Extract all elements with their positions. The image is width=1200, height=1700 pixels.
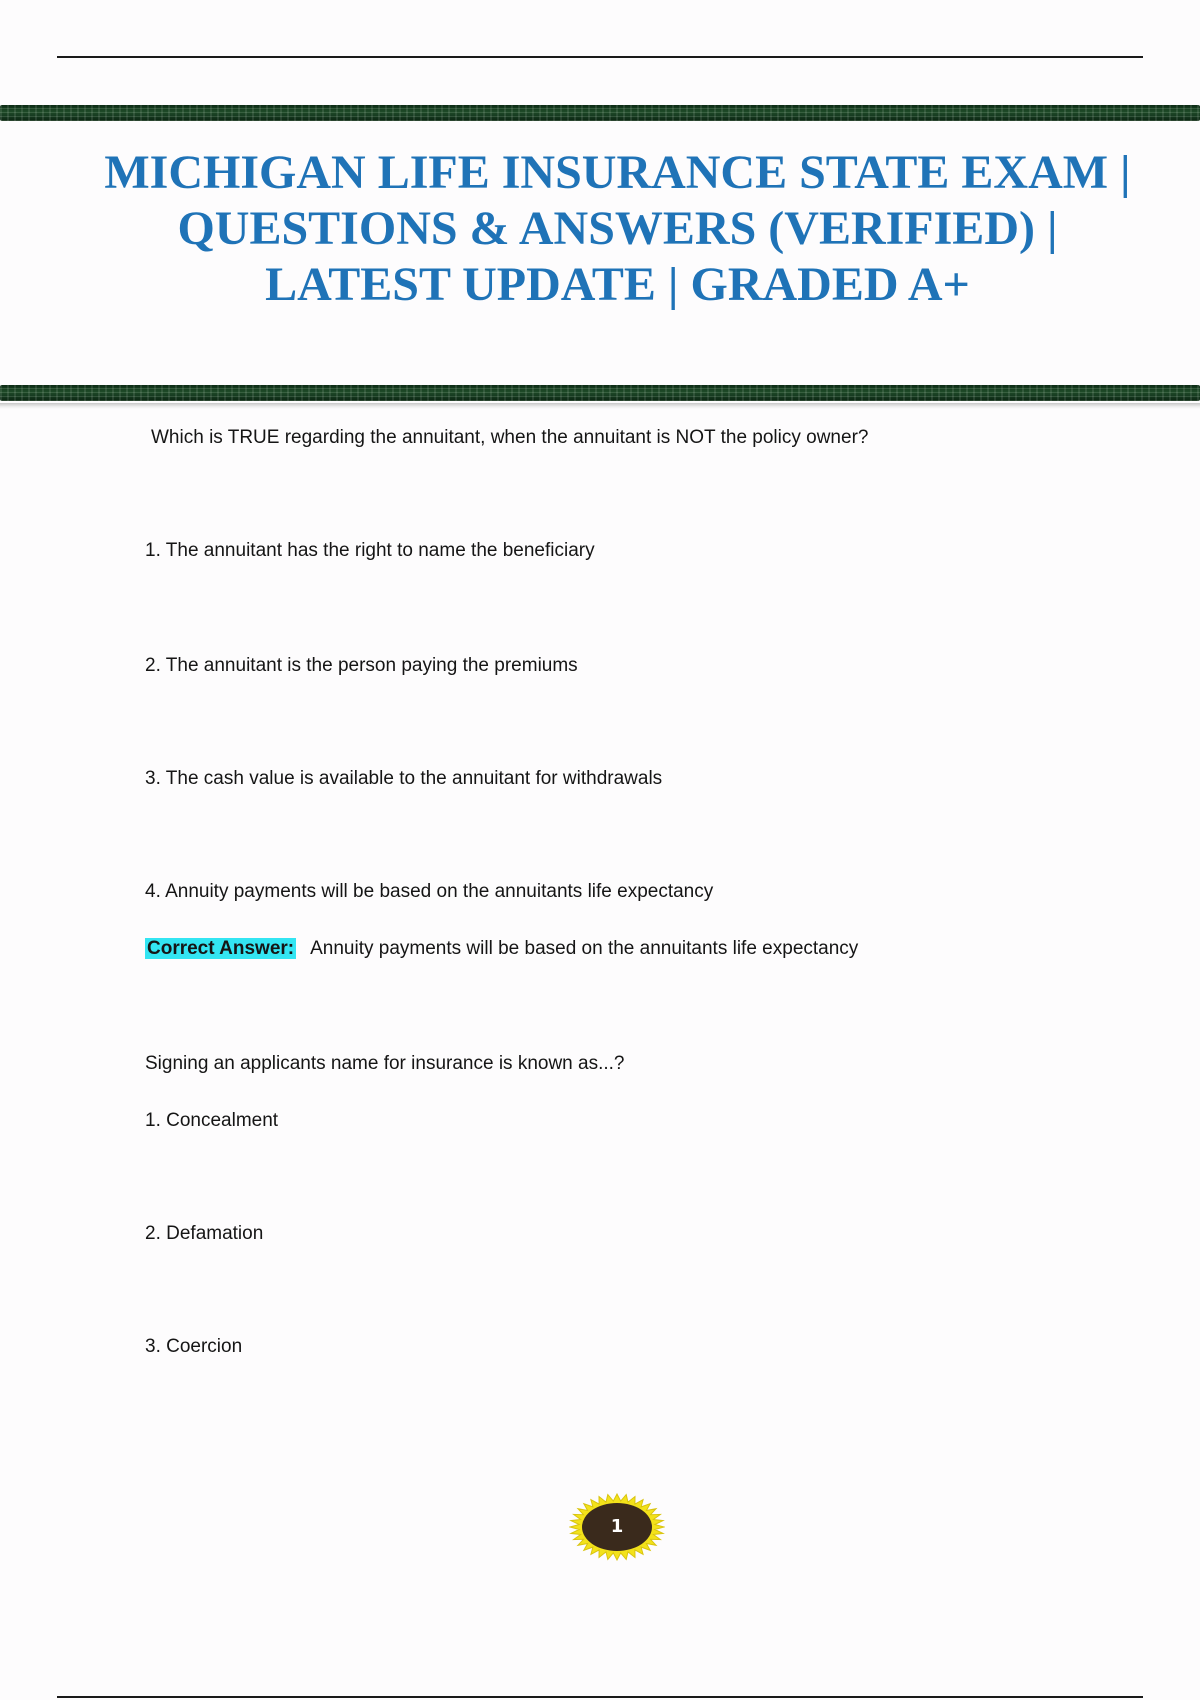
document-title: MICHIGAN LIFE INSURANCE STATE EXAM | QUESTIONS & ANSWERS (VERIFIED) | LATEST UPDATE | GRADED A+ (104, 146, 1131, 311)
option-4: 4. Annuity payments will be based on the annuitants life expectancy (145, 881, 714, 902)
band-shadow (0, 403, 1200, 409)
question-text: Signing an applicants name for insurance is known as...? (145, 1053, 625, 1074)
correct-answer-row (145, 937, 858, 961)
header-rule (57, 56, 1143, 58)
option-2: 2. The annuitant is the person paying the premiums (145, 655, 578, 676)
decorative-band-top (0, 105, 1200, 121)
option-3: 3. Coercion (145, 1336, 243, 1357)
option-1: 1. The annuitant has the right to name the beneficiary (145, 540, 595, 561)
option-3: 3. The cash value is available to the annuitant for withdrawals (145, 768, 663, 789)
correct-answer-text: Annuity payments will be based on the annuitants life expectancy (310, 938, 859, 959)
correct-answer-label: Correct Answer: (147, 938, 295, 959)
question-text: Which is TRUE regarding the annuitant, when the annuitant is NOT the policy owner? (151, 427, 869, 448)
option-1: 1. Concealment (145, 1110, 279, 1131)
decorative-band-bottom (0, 385, 1200, 401)
page-number-badge (569, 1493, 665, 1561)
footer-rule (57, 1696, 1143, 1698)
option-2: 2. Defamation (145, 1223, 264, 1244)
page-number: 1 (610, 1516, 624, 1537)
